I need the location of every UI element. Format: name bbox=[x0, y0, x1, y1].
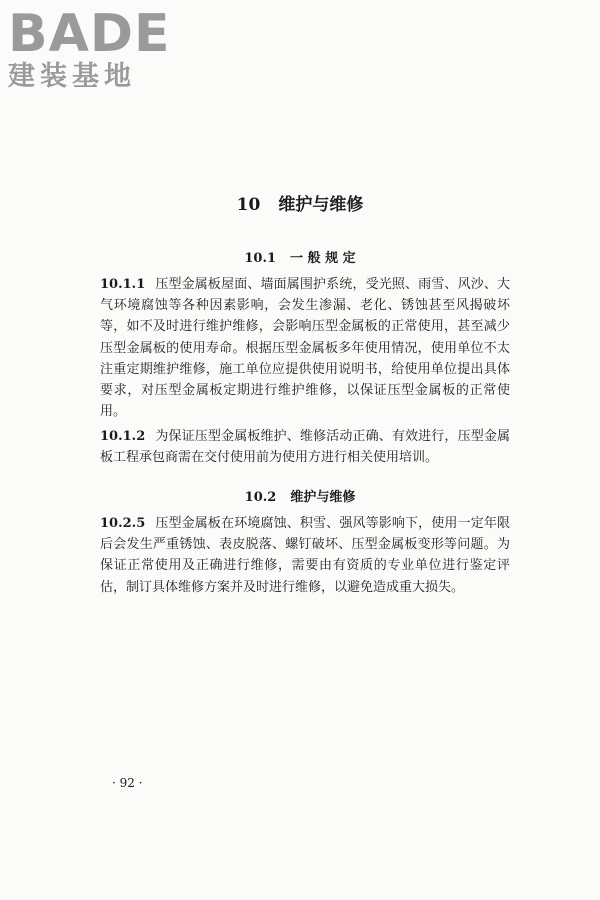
clause-number: 10.1.2 bbox=[100, 429, 146, 444]
section-title: 维护与维修 bbox=[290, 490, 356, 505]
section-title: 一 般 规 定 bbox=[290, 251, 356, 266]
section-number: 10.1 bbox=[244, 251, 277, 266]
clause-10-1-2 bbox=[100, 426, 510, 468]
bade-logo bbox=[8, 4, 171, 92]
clause-10-2-5 bbox=[100, 513, 510, 598]
chapter-number: 10 bbox=[236, 195, 261, 215]
clause-text: 压型金属板在环境腐蚀、积雪、强风等影响下，使用一定年限后会发生严重锈蚀、表皮脱落、螺钉破坏、压型金属板变形等问题。为保证正常使用及正确进行维修，需要由有资质的专业单位进行鉴定评估，制订具体维修方案并及时进行维修，以避免造成重大损失。 bbox=[100, 516, 510, 595]
clause-text: 压型金属板屋面、墙面属围护系统，受光照、雨雪、风沙、大气环境腐蚀等各种因素影响，会发生渗漏、老化、锈蚀甚至风揭破坏等，如不及时进行维护维修，会影响压型金属板的正常使用，甚至减少压型金属板的使用寿命。根据压型金属板多年使用情况，使用单位不太注重定期维护维修，施工单位应提供使用说明书，给使用单位提出具体要求，对压型金属板定期进行维护维修，以保证压型金属板的正常使用。 bbox=[100, 277, 510, 420]
logo-brand-en: BADE bbox=[8, 4, 171, 64]
chapter-title: 维护与维修 bbox=[278, 195, 364, 215]
section-heading-10-2 bbox=[0, 486, 600, 505]
clause-text: 为保证压型金属板维护、维修活动正确、有效进行，压型金属板工程承包商需在交付使用前为使用方进行相关使用培训。 bbox=[100, 429, 510, 466]
page-number: · 92 · bbox=[112, 776, 143, 790]
section-number: 10.2 bbox=[244, 490, 277, 505]
section-heading-10-1 bbox=[0, 247, 600, 266]
chapter-heading bbox=[0, 190, 600, 215]
clause-10-1-1 bbox=[100, 274, 510, 422]
clause-number: 10.2.5 bbox=[100, 516, 146, 531]
clause-number: 10.1.1 bbox=[100, 277, 146, 292]
logo-brand-cn: 建装基地 bbox=[8, 61, 136, 92]
